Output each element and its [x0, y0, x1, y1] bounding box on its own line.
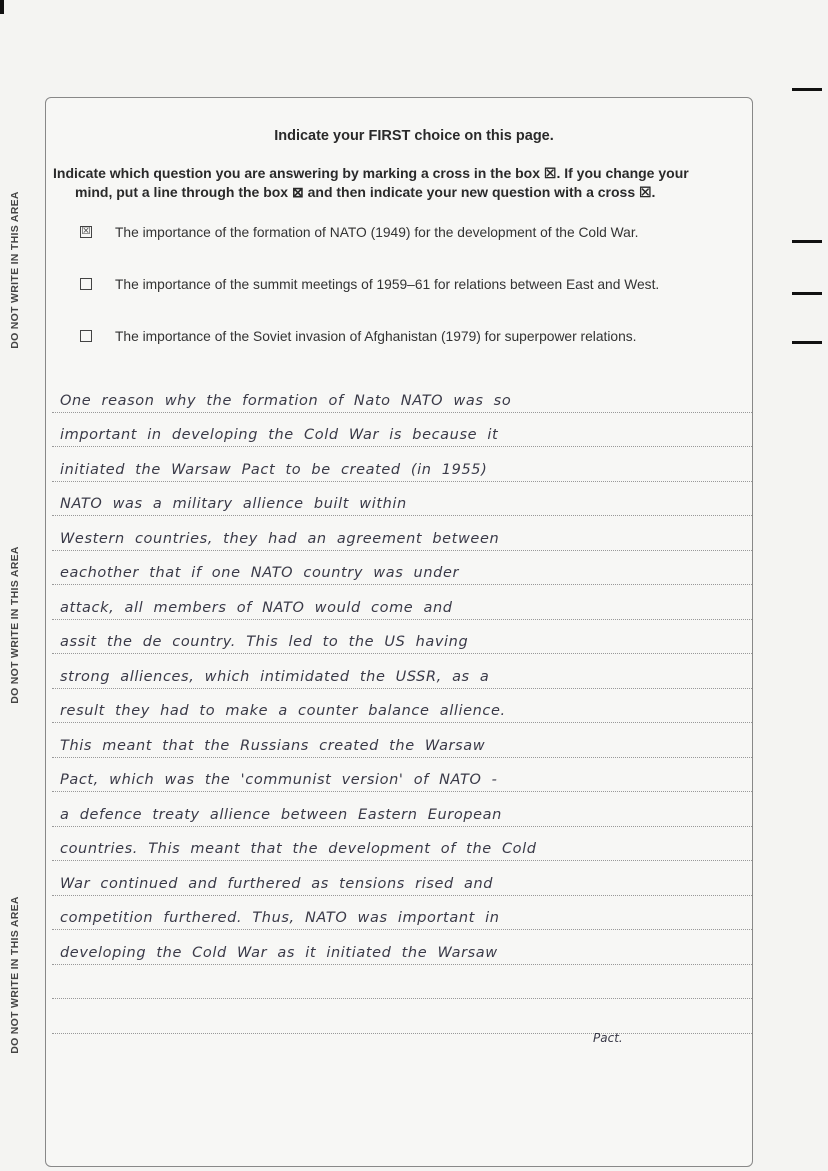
option-text: The importance of the formation of NATO (1949) for the development of the Cold War. — [115, 225, 639, 240]
answer-line: countries. This meant that the development of the Cold — [52, 827, 752, 862]
margin-warning-middle: DO NOT WRITE IN THIS AREA — [9, 546, 22, 704]
answer-line: result they had to make a counter balance allience. — [52, 689, 752, 724]
option-text: The importance of the Soviet invasion of Afghanistan (1979) for superpower relations. — [115, 329, 637, 344]
corner-mark — [0, 0, 4, 14]
option-checkbox[interactable]: ☒ — [81, 226, 91, 237]
answer-line: assit the de country. This led to the US having — [52, 620, 752, 655]
question-option-1[interactable] — [80, 224, 680, 242]
answer-line — [52, 965, 752, 1000]
answer-line: One reason why the formation of Nato NATO was so — [52, 378, 752, 413]
answer-line: competition furthered. Thus, NATO was important in — [52, 896, 752, 931]
instruction-line-2: mind, put a line through the box ⊠ and then indicate your new question with a cross ☒. — [75, 184, 656, 200]
option-checkbox[interactable] — [80, 330, 92, 342]
answer-line: initiated the Warsaw Pact to be created (in 1955) — [52, 447, 752, 482]
page-title: Indicate your FIRST choice on this page. — [274, 128, 554, 144]
instruction-line-1: Indicate which question you are answering by marking a cross in the box ☒. If you change your — [53, 165, 689, 181]
margin-warning-bottom: DO NOT WRITE IN THIS AREA — [9, 896, 22, 1054]
answer-line: NATO was a military allience built within — [52, 482, 752, 517]
answer-line: strong alliences, which intimidated the USSR, as a — [52, 654, 752, 689]
answer-line — [52, 999, 752, 1034]
question-option-2[interactable] — [80, 276, 680, 294]
answer-line: War continued and furthered as tensions rised and — [52, 861, 752, 896]
answer-line: Pact, which was the 'communist version' of NATO - — [52, 758, 752, 793]
answer-trailing-word: Pact. — [593, 1031, 623, 1045]
registration-mark — [792, 88, 822, 91]
instructions — [53, 164, 743, 202]
option-text: The importance of the summit meetings of 1959–61 for relations between East and West. — [115, 277, 660, 292]
answer-line: developing the Cold War as it initiated the Warsaw — [52, 930, 752, 965]
answer-line: Western countries, they had an agreement between — [52, 516, 752, 551]
answer-area[interactable] — [52, 378, 752, 1034]
answer-line: This meant that the Russians created the Warsaw — [52, 723, 752, 758]
registration-mark — [792, 292, 822, 295]
option-checkbox[interactable] — [80, 278, 92, 290]
answer-line: a defence treaty allience between Eastern European — [52, 792, 752, 827]
registration-mark — [792, 240, 822, 243]
margin-warning-top: DO NOT WRITE IN THIS AREA — [9, 191, 22, 349]
registration-mark — [792, 341, 822, 344]
answer-line: attack, all members of NATO would come and — [52, 585, 752, 620]
answer-line: important in developing the Cold War is because it — [52, 413, 752, 448]
answer-line: eachother that if one NATO country was under — [52, 551, 752, 586]
question-option-3[interactable] — [80, 328, 680, 346]
